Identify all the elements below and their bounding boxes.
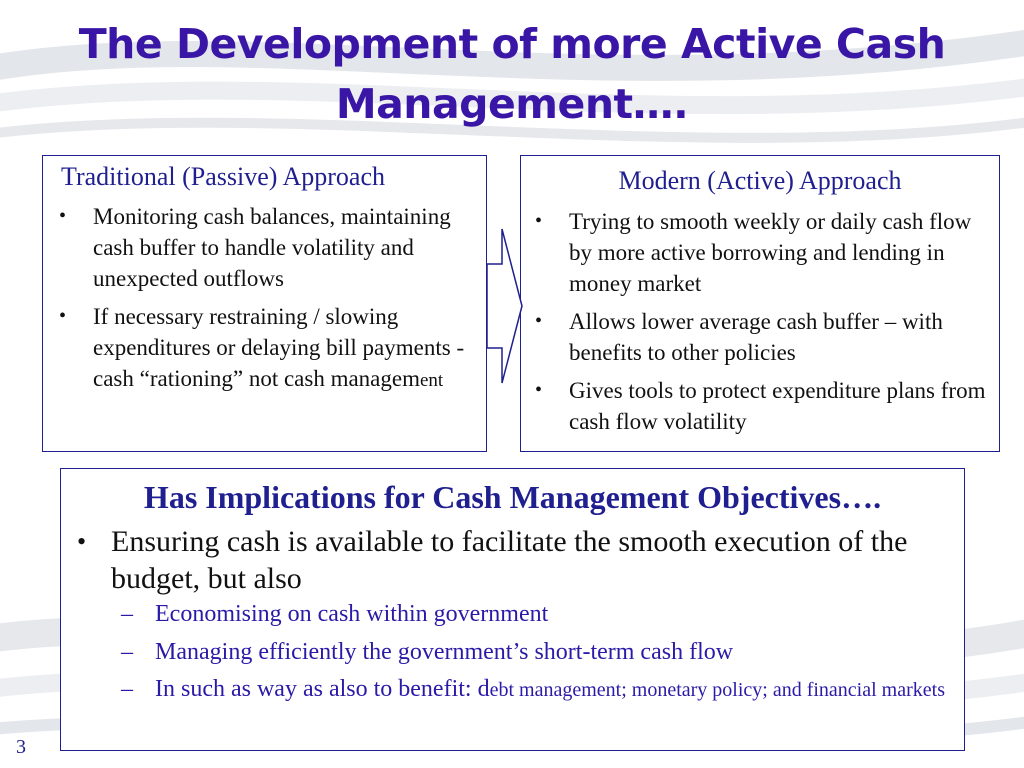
slide-title bbox=[60, 14, 964, 134]
list-item bbox=[117, 677, 957, 702]
modern-approach-box bbox=[520, 155, 1000, 452]
list-item bbox=[533, 306, 993, 368]
sub-bullet-text: Managing efficiently the government’s short-term cash flow bbox=[155, 639, 734, 665]
traditional-approach-heading: Traditional (Passive) Approach bbox=[61, 162, 385, 191]
traditional-bullet-list bbox=[57, 201, 482, 403]
modern-bullet-list bbox=[533, 206, 993, 444]
implications-sub-list bbox=[117, 601, 957, 714]
bullet-text: Allows lower average cash buffer – with benefits to other policies bbox=[569, 309, 943, 365]
list-item bbox=[117, 601, 957, 627]
page-number: 3 bbox=[16, 736, 26, 758]
bullet-text: Trying to smooth weekly or daily cash flow by more active borrowing and lending in money market bbox=[569, 209, 972, 296]
bullet-text: Monitoring cash balances, maintaining cash buffer to handle volatility and unexpected outflows bbox=[93, 204, 451, 291]
list-item bbox=[57, 201, 482, 294]
dash-icon: – bbox=[121, 639, 133, 665]
bullet-icon: • bbox=[77, 527, 87, 556]
bullet-icon: • bbox=[535, 379, 543, 401]
list-item bbox=[533, 375, 993, 437]
bullet-icon: • bbox=[59, 305, 67, 327]
traditional-approach-box bbox=[42, 155, 487, 452]
slide-title-line1: The Development of more Active Cash bbox=[78, 20, 946, 68]
slide-title-line2: Management…. bbox=[335, 80, 689, 128]
bullet-icon: • bbox=[59, 205, 67, 227]
sub-bullet-text: In such as way as also to benefit: d bbox=[155, 676, 490, 702]
bullet-text: Gives tools to protect expenditure plans from cash flow volatility bbox=[569, 378, 986, 434]
bullet-icon: • bbox=[535, 310, 543, 332]
implications-box bbox=[60, 468, 965, 751]
bullet-text-tail: ent bbox=[420, 370, 444, 391]
implications-main-bullet bbox=[69, 523, 949, 597]
right-arrow-icon bbox=[486, 228, 524, 384]
list-item bbox=[117, 639, 957, 665]
bullet-icon: • bbox=[535, 210, 543, 232]
modern-approach-heading: Modern (Active) Approach bbox=[618, 166, 902, 195]
dash-icon: – bbox=[121, 676, 133, 702]
sub-bullet-text-small: ebt management; monetary policy; and financial markets bbox=[489, 679, 945, 701]
list-item bbox=[57, 301, 482, 396]
list-item bbox=[533, 206, 993, 299]
implications-heading: Has Implications for Cash Management Objectives…. bbox=[143, 479, 882, 515]
dash-icon: – bbox=[121, 601, 133, 627]
bullet-text: Ensuring cash is available to facilitate the smooth execution of the budget, but also bbox=[111, 525, 908, 595]
bullet-text: If necessary restraining / slowing expenditures or delaying bill payments - cash “rationing” not cash managem bbox=[93, 304, 465, 391]
sub-bullet-text: Economising on cash within government bbox=[155, 601, 549, 627]
